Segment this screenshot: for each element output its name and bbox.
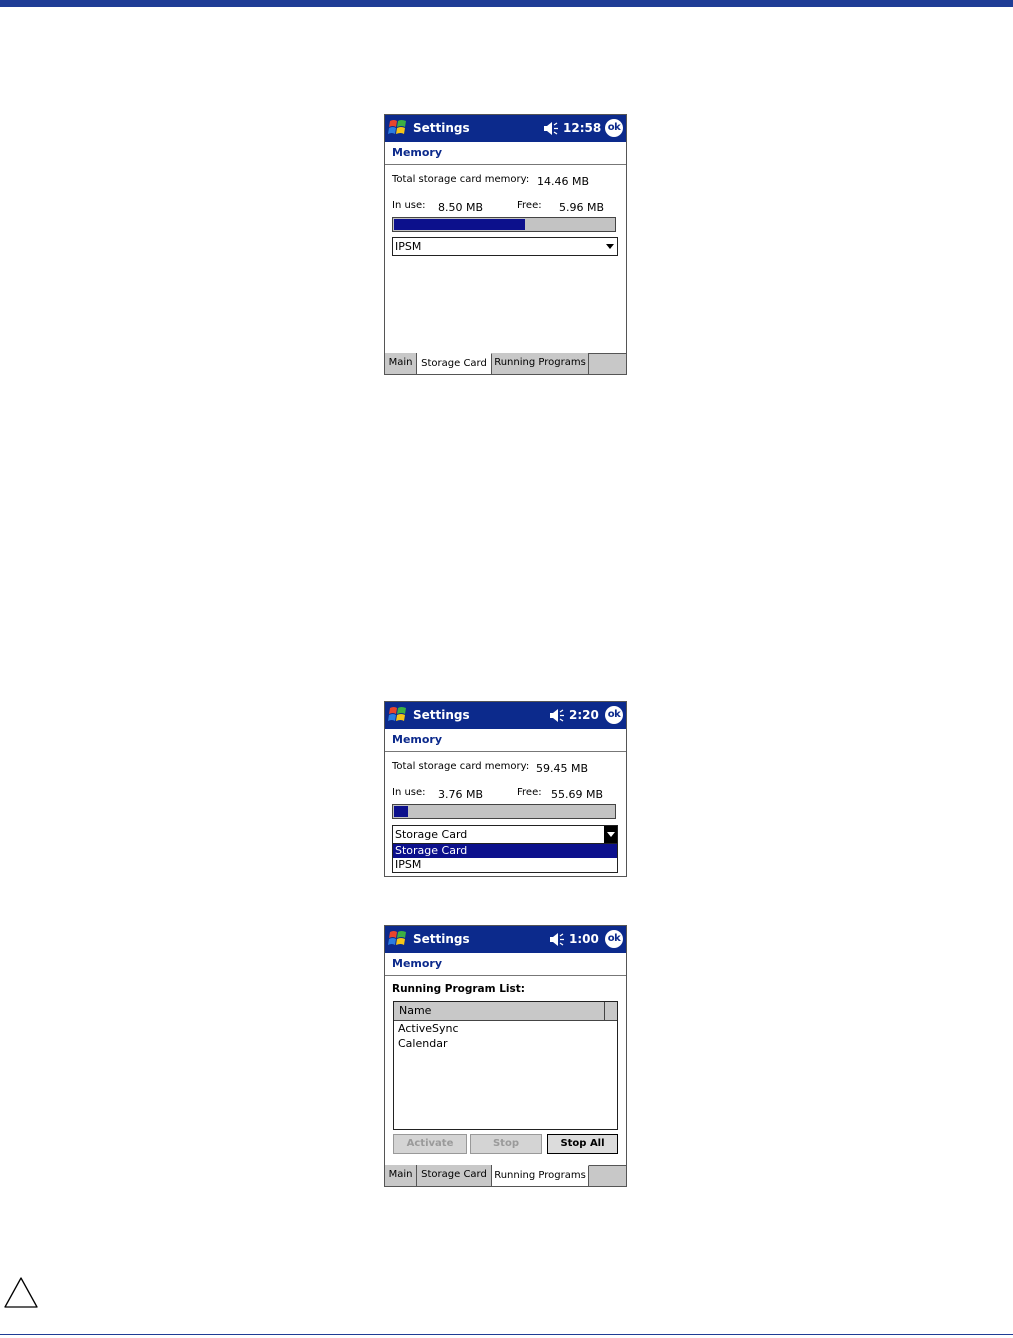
storage-select-options <box>392 843 618 873</box>
memory-usage-fill <box>394 806 408 817</box>
list-item[interactable]: ActiveSync <box>398 1022 459 1035</box>
in-use-value: 3.76 MB <box>438 788 484 801</box>
ok-icon[interactable]: ok <box>605 119 623 137</box>
chevron-down-icon[interactable] <box>606 244 614 249</box>
speaker-icon[interactable] <box>543 122 561 135</box>
tab-storage-card[interactable]: Storage Card <box>417 353 492 374</box>
storage-select[interactable] <box>392 237 618 256</box>
title-bar <box>385 115 626 142</box>
windows-start-icon[interactable] <box>387 705 409 726</box>
in-use-label: In use: <box>392 200 426 211</box>
total-memory-value: 14.46 MB <box>537 175 590 188</box>
memory-usage-bar <box>392 217 616 232</box>
pocketpc-screen-storage-card <box>384 114 627 375</box>
running-program-list-label: Running Program List: <box>392 983 525 995</box>
section-header: Memory <box>392 146 443 159</box>
list-item[interactable]: Calendar <box>398 1037 448 1050</box>
divider <box>385 751 626 752</box>
speaker-icon[interactable] <box>549 933 567 946</box>
option-storage-card[interactable]: Storage Card <box>393 844 617 858</box>
title-bar <box>385 926 626 953</box>
document-top-rule <box>0 0 1013 7</box>
list-header <box>394 1002 617 1021</box>
option-ipsm[interactable]: IPSM <box>395 858 422 871</box>
divider <box>385 975 626 976</box>
divider <box>385 164 626 165</box>
stop-all-button[interactable]: Stop All <box>547 1134 618 1154</box>
title-bar <box>385 702 626 729</box>
clock[interactable]: 2:20 <box>569 708 599 722</box>
tab-main[interactable]: Main <box>385 1165 417 1186</box>
storage-select[interactable] <box>392 825 618 844</box>
tab-storage-card[interactable]: Storage Card <box>417 1165 492 1186</box>
total-memory-label: Total storage card memory: <box>392 761 530 772</box>
window-title: Settings <box>413 708 470 722</box>
column-header-name[interactable]: Name <box>399 1004 432 1017</box>
total-memory-value: 59.45 MB <box>536 762 589 775</box>
column-divider <box>604 1002 605 1020</box>
tab-running-programs[interactable]: Running Programs <box>492 353 589 374</box>
in-use-value: 8.50 MB <box>438 201 484 214</box>
pocketpc-screen-storage-dropdown <box>384 701 627 877</box>
clock[interactable]: 1:00 <box>569 932 599 946</box>
ok-icon[interactable]: ok <box>605 706 623 724</box>
free-label: Free: <box>517 787 542 798</box>
storage-select-value: Storage Card <box>395 828 468 841</box>
windows-start-icon[interactable] <box>387 929 409 950</box>
activate-button[interactable]: Activate <box>393 1134 467 1154</box>
document-bottom-rule <box>0 1334 1013 1335</box>
tab-bar <box>385 1165 626 1186</box>
tab-main[interactable]: Main <box>385 353 417 374</box>
pocketpc-screen-running-programs <box>384 925 627 1187</box>
free-value: 55.69 MB <box>551 788 604 801</box>
caution-icon <box>3 1276 39 1310</box>
chevron-down-icon[interactable] <box>604 826 617 843</box>
window-title: Settings <box>413 932 470 946</box>
section-header: Memory <box>392 957 443 970</box>
section-header: Memory <box>392 733 443 746</box>
in-use-label: In use: <box>392 787 426 798</box>
storage-select-value: IPSM <box>395 240 422 253</box>
free-label: Free: <box>517 200 542 211</box>
clock[interactable]: 12:58 <box>563 121 602 135</box>
windows-start-icon[interactable] <box>387 118 409 139</box>
tab-running-programs[interactable]: Running Programs <box>492 1165 589 1186</box>
memory-usage-bar <box>392 804 616 819</box>
memory-usage-fill <box>394 219 525 230</box>
stop-button[interactable]: Stop <box>470 1134 542 1154</box>
total-memory-label: Total storage card memory: <box>392 174 530 185</box>
free-value: 5.96 MB <box>559 201 605 214</box>
ok-icon[interactable]: ok <box>605 930 623 948</box>
speaker-icon[interactable] <box>549 709 567 722</box>
window-title: Settings <box>413 121 470 135</box>
tab-bar <box>385 353 626 374</box>
running-program-list[interactable] <box>393 1001 618 1130</box>
